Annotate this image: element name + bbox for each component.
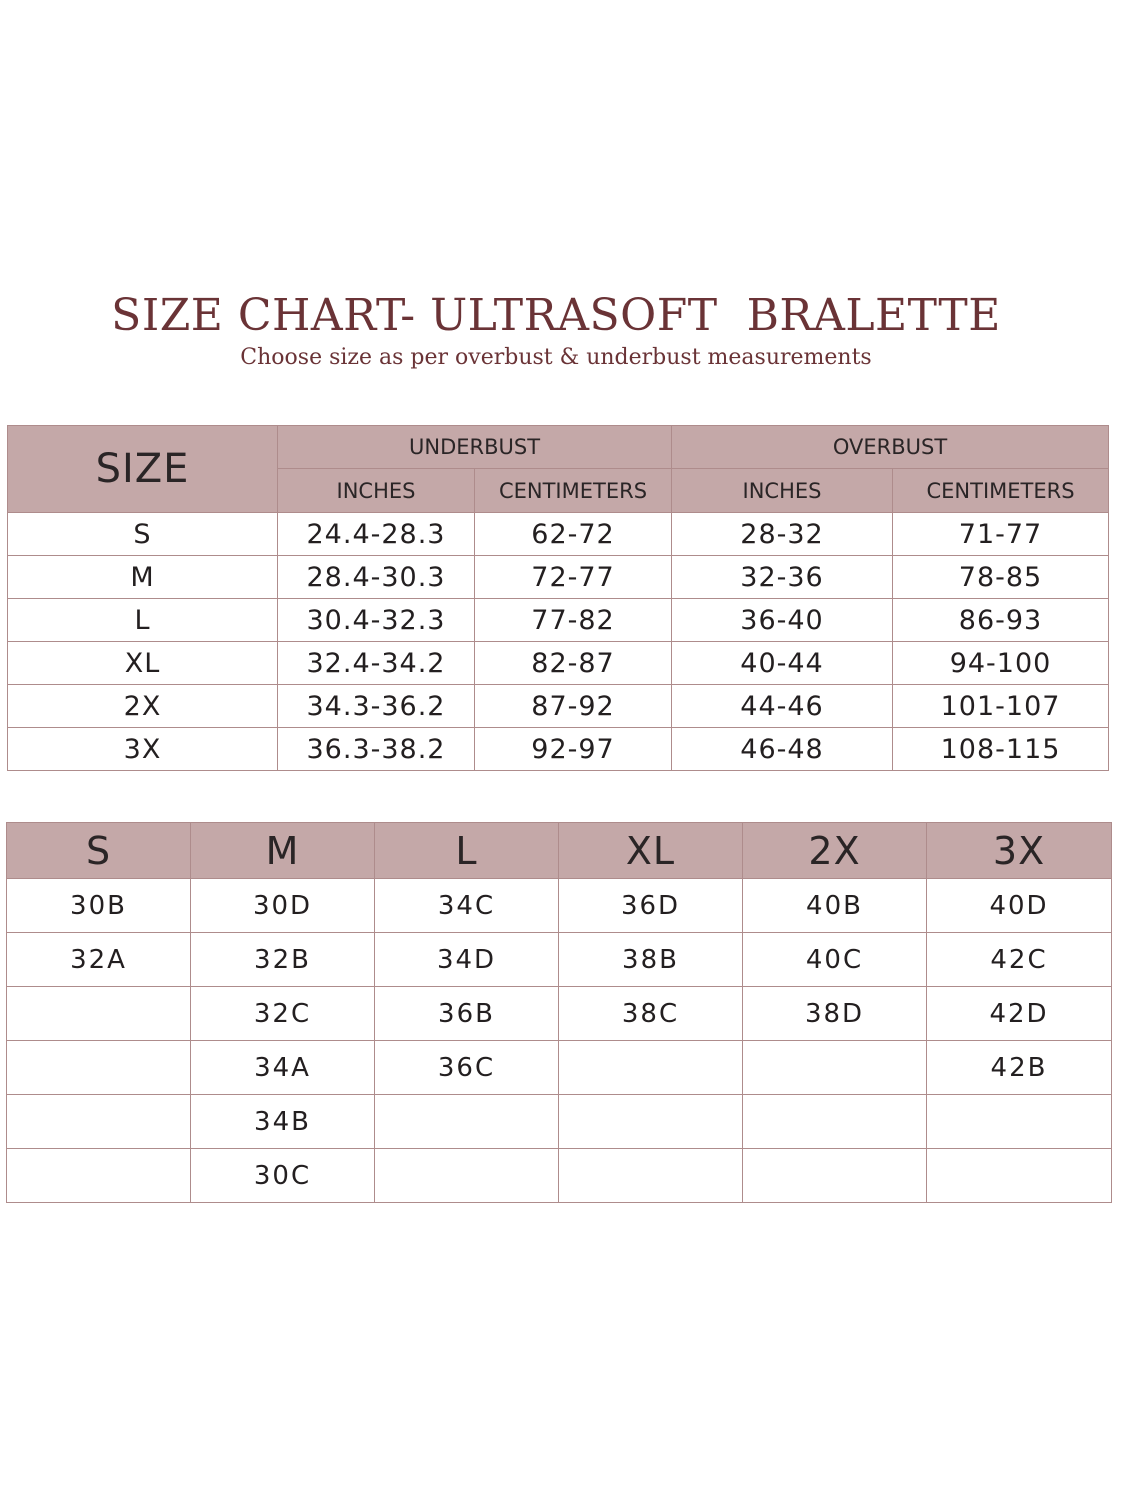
underbust-inches-cell: 32.4-34.2 — [278, 642, 475, 685]
table-row — [8, 513, 1109, 556]
size-cell: 3X — [8, 728, 278, 771]
table-row — [7, 1095, 1112, 1149]
bra-size-cell: 30B — [7, 879, 191, 933]
bra-size-cell: 36B — [375, 987, 559, 1041]
bra-size-cell: 36D — [559, 879, 743, 933]
bra-size-cell: 34A — [191, 1041, 375, 1095]
bra-size-cell: 42D — [927, 987, 1112, 1041]
bra-size-cell: 30C — [191, 1149, 375, 1203]
underbust-inches-cell: 36.3-38.2 — [278, 728, 475, 771]
overbust-inches-cell: 44-46 — [672, 685, 893, 728]
bra-size-cell — [559, 1095, 743, 1149]
bra-size-cell: 32C — [191, 987, 375, 1041]
table-row — [8, 556, 1109, 599]
overbust-centimeters-cell: 101-107 — [893, 685, 1109, 728]
bra-size-cell: 40B — [743, 879, 927, 933]
underbust-inches-header: INCHES — [278, 469, 475, 513]
overbust-header: OVERBUST — [672, 426, 1109, 469]
table-row — [7, 933, 1112, 987]
bra-size-cell: 32B — [191, 933, 375, 987]
table-row — [8, 599, 1109, 642]
size-cell: M — [8, 556, 278, 599]
overbust-centimeters-cell: 86-93 — [893, 599, 1109, 642]
size-cell: L — [8, 599, 278, 642]
bra-size-cell: 42B — [927, 1041, 1112, 1095]
bra-size-cell — [375, 1095, 559, 1149]
page-title: SIZE CHART- ULTRASOFT BRALETTE — [111, 290, 1001, 341]
bra-size-cell: 34B — [191, 1095, 375, 1149]
table-row — [8, 728, 1109, 771]
bra-size-cell — [927, 1095, 1112, 1149]
table-row — [7, 987, 1112, 1041]
bra-size-cell — [559, 1149, 743, 1203]
bra-size-cell: 38D — [743, 987, 927, 1041]
overbust-inches-cell: 46-48 — [672, 728, 893, 771]
measurement-table — [7, 425, 1109, 771]
table-row — [7, 1041, 1112, 1095]
bra-size-cell — [743, 1041, 927, 1095]
bra-size-cell: 38B — [559, 933, 743, 987]
table-row — [7, 879, 1112, 933]
size-xl-header: XL — [559, 823, 743, 879]
bra-size-cell: 40D — [927, 879, 1112, 933]
table-row — [8, 642, 1109, 685]
overbust-centimeters-cell: 78-85 — [893, 556, 1109, 599]
bra-size-cell: 40C — [743, 933, 927, 987]
bra-size-cell — [375, 1149, 559, 1203]
size-cell: S — [8, 513, 278, 556]
bra-size-cell: 32A — [7, 933, 191, 987]
bra-size-cell: 34C — [375, 879, 559, 933]
bra-size-cell — [7, 1041, 191, 1095]
bra-size-cell — [927, 1149, 1112, 1203]
underbust-header: UNDERBUST — [278, 426, 672, 469]
overbust-inches-header: INCHES — [672, 469, 893, 513]
bra-size-cell — [7, 1149, 191, 1203]
table-row — [7, 1149, 1112, 1203]
size-l-header: L — [375, 823, 559, 879]
size-3x-header: 3X — [927, 823, 1112, 879]
underbust-inches-cell: 24.4-28.3 — [278, 513, 475, 556]
page-subtitle: Choose size as per overbust & underbust measurements — [240, 345, 872, 370]
underbust-centimeters-header: CENTIMETERS — [475, 469, 672, 513]
size-s-header: S — [7, 823, 191, 879]
underbust-centimeters-cell: 72-77 — [475, 556, 672, 599]
underbust-centimeters-cell: 87-92 — [475, 685, 672, 728]
bra-size-cell — [743, 1095, 927, 1149]
size-m-header: M — [191, 823, 375, 879]
bra-size-cell: 38C — [559, 987, 743, 1041]
overbust-inches-cell: 28-32 — [672, 513, 893, 556]
bra-size-cell — [7, 987, 191, 1041]
bra-size-cell — [743, 1149, 927, 1203]
overbust-inches-cell: 40-44 — [672, 642, 893, 685]
size-cell: 2X — [8, 685, 278, 728]
size-2x-header: 2X — [743, 823, 927, 879]
underbust-centimeters-cell: 92-97 — [475, 728, 672, 771]
overbust-centimeters-header: CENTIMETERS — [893, 469, 1109, 513]
overbust-centimeters-cell: 71-77 — [893, 513, 1109, 556]
bra-size-cell: 30D — [191, 879, 375, 933]
underbust-centimeters-cell: 62-72 — [475, 513, 672, 556]
table-row — [8, 685, 1109, 728]
underbust-inches-cell: 30.4-32.3 — [278, 599, 475, 642]
bra-size-cell: 42C — [927, 933, 1112, 987]
size-cell: XL — [8, 642, 278, 685]
underbust-inches-cell: 28.4-30.3 — [278, 556, 475, 599]
bra-size-cell — [7, 1095, 191, 1149]
overbust-inches-cell: 32-36 — [672, 556, 893, 599]
underbust-inches-cell: 34.3-36.2 — [278, 685, 475, 728]
size-column-header: SIZE — [8, 426, 278, 513]
bra-size-cell — [559, 1041, 743, 1095]
underbust-centimeters-cell: 77-82 — [475, 599, 672, 642]
bra-size-cell: 36C — [375, 1041, 559, 1095]
overbust-centimeters-cell: 94-100 — [893, 642, 1109, 685]
overbust-inches-cell: 36-40 — [672, 599, 893, 642]
bra-size-cell: 34D — [375, 933, 559, 987]
underbust-centimeters-cell: 82-87 — [475, 642, 672, 685]
bra-size-conversion-table — [6, 822, 1112, 1203]
overbust-centimeters-cell: 108-115 — [893, 728, 1109, 771]
